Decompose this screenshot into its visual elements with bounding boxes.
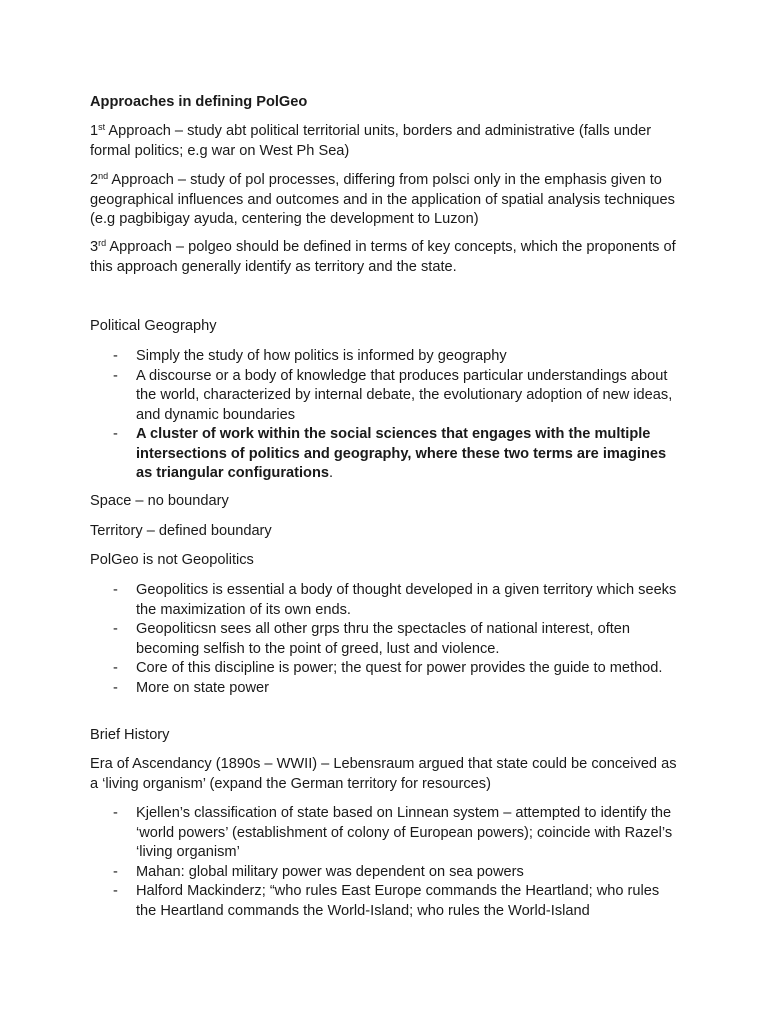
list-text-tail: .: [329, 465, 334, 481]
approach-text: Approach – polgeo should be defined in terms of key concepts, which the proponents of this approach generally identify as territory and the state.: [90, 239, 676, 275]
approach-text: Approach – study abt political territorial units, borders and administrative (falls under formal politics; e.g war on West Ph Sea): [90, 123, 652, 159]
list-item: - Halford Mackinderz; “who rules East Europe commands the Heartland; who rules the Heartland commands the World-Island; who rules the World-Island: [90, 882, 680, 921]
approach-number: 2: [90, 172, 99, 188]
list-item: - Mahan: global military power was dependent on sea powers: [90, 863, 680, 883]
not-geopolitics-heading: PolGeo is not Geopolitics: [90, 552, 254, 568]
document-title: Approaches in defining PolGeo: [90, 94, 308, 110]
list-item: - Geopoliticsn sees all other grps thru the spectacles of national interest, often becoming selfish to the point of greed, lust and violence.: [90, 620, 680, 659]
territory-definition: Territory – defined boundary: [90, 523, 272, 539]
approach-1: [90, 122, 680, 161]
list-item: [90, 425, 680, 484]
space-definition: Space – no boundary: [90, 493, 229, 509]
brief-history-heading: Brief History: [90, 727, 170, 743]
approach-ordinal: rd: [98, 238, 107, 248]
list-item: - A discourse or a body of knowledge that produces particular understandings about the world, characterized by internal debate, the evolutionary adoption of new ideas, and dynamic boundaries: [90, 367, 680, 426]
approach-number: 3: [90, 239, 99, 255]
era-of-ascendancy: Era of Ascendancy (1890s – WWII) – Lebensraum argued that state could be conceived as a ‘living organism’ (expand the German territory for resources): [90, 756, 677, 792]
list-item: - Kjellen’s classification of state based on Linnean system – attempted to identify the ‘world powers’ (establishment of colony of European powers); coincide with Razel’s ‘living organism’: [90, 804, 680, 863]
approach-number: 1: [90, 123, 99, 139]
political-geography-list: [90, 347, 680, 484]
list-item: - Core of this discipline is power; the quest for power provides the guide to method.: [90, 659, 680, 679]
history-list: [90, 804, 680, 921]
geopolitics-list: [90, 581, 680, 698]
list-item: - More on state power: [90, 679, 680, 699]
approach-2: [90, 171, 680, 230]
approach-ordinal: nd: [98, 171, 109, 181]
political-geography-heading: Political Geography: [90, 318, 217, 334]
list-item: - Simply the study of how politics is informed by geography: [90, 347, 680, 367]
approach-3: [90, 238, 680, 277]
approach-text: Approach – study of pol processes, differing from polsci only in the emphasis given to geographical influences and outcomes and in the application of spatial analysis techniques (e.g pagbibigay ayuda, centering the development to Luzon): [90, 172, 675, 227]
bold-list-text: A cluster of work within the social sciences that engages with the multiple intersections of politics and geography, where these two terms are imagines as triangular configurations: [136, 426, 667, 481]
list-item: - Geopolitics is essential a body of thought developed in a given territory which seeks the maximization of its own ends.: [90, 581, 680, 620]
approach-ordinal: st: [98, 122, 106, 132]
